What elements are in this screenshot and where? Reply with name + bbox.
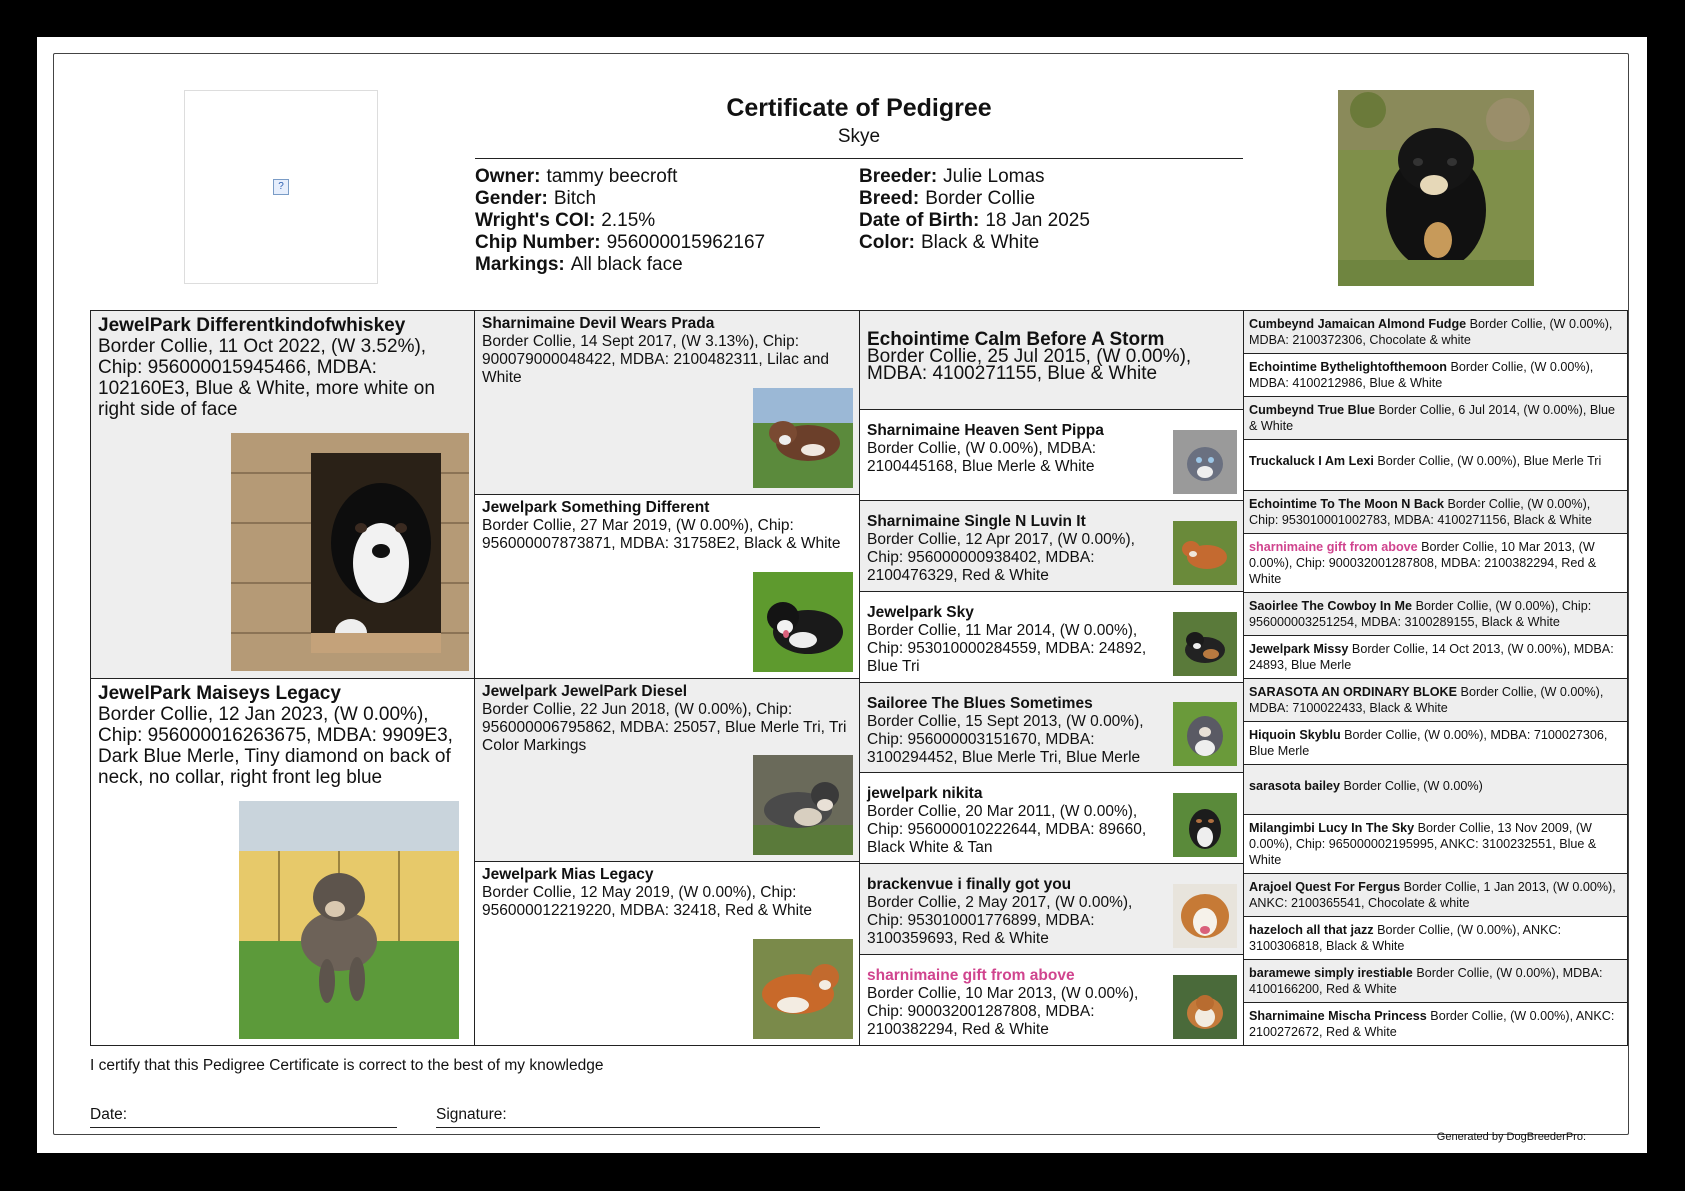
great-grandparent-cell-4: [860, 592, 1243, 683]
great-grandparent-photo: [1173, 975, 1237, 1039]
great-grandparent-name: Sailoree The Blues Sometimes: [867, 694, 1093, 712]
date-label: Date:: [90, 1106, 128, 1123]
certificate-page: [37, 37, 1647, 1153]
great-grandparent-name: jewelpark nikita: [867, 785, 983, 803]
gen4-cell: Hiquoin Skyblu Border Collie, (W 0.00%), MDBA: 7100027306, Blue Merle: [1244, 722, 1627, 765]
grandparent-name: Jewelpark Something Different: [482, 498, 710, 516]
date-line: [90, 1127, 397, 1128]
coi-row: Wright's COI: 2.15%: [475, 210, 656, 231]
gen4-cell: hazeloch all that jazz Border Collie, (W 0.00%), ANKC: 3100306818, Black & White: [1244, 917, 1627, 960]
great-grandparent-detail: Border Collie, 2 May 2017, (W 0.00%), Chip: 953010001776899, MDBA: 3100359693, Red & White: [867, 894, 1133, 948]
grandparent-cell-2: [475, 495, 859, 679]
grandparent-name: Jewelpark Mias Legacy: [482, 866, 654, 884]
great-grandparent-cell-8: [860, 955, 1243, 1045]
breed-row: Breed: Border Collie: [859, 188, 1036, 209]
gen4-cell: Saoirlee The Cowboy In Me Border Collie, (W 0.00%), Chip: 956000003251254, MDBA: 3100289155, Black & White: [1244, 593, 1627, 636]
great-grandparent-photo: [1173, 430, 1237, 494]
sire-name: JewelPark Differentkindofwhiskey: [98, 315, 406, 336]
breeder-row: Breeder: Julie Lomas: [859, 166, 1045, 187]
great-grandparent-photo: [1173, 612, 1237, 676]
great-grandparent-detail: Border Collie, 20 Mar 2011, (W 0.00%), Chip: 956000010222644, MDBA: 89660, Black White & Tan: [867, 803, 1147, 857]
signature-line: [436, 1127, 820, 1128]
generated-by: Generated by DogBreederPro:: [1436, 1131, 1586, 1143]
great-grandparent-cell-6: [860, 773, 1243, 864]
dob-row: Date of Birth: 18 Jan 2025: [859, 210, 1090, 231]
sire-detail: Border Collie, 11 Oct 2022, (W 3.52%), Chip: 956000015945466, MDBA: 102160E3, Blue & White, more white on right side of face: [98, 336, 435, 420]
grandparent-cell-4: [475, 862, 859, 1045]
gen4-cell: sharnimaine gift from above Border Collie, 10 Mar 2013, (W 0.00%), Chip: 900032001287808, MDBA: 2100382294, Red & White: [1244, 534, 1627, 593]
great-grandparent-detail: Border Collie, 10 Mar 2013, (W 0.00%), Chip: 900032001287808, MDBA: 2100382294, Red & White: [867, 985, 1139, 1039]
info-right: [859, 166, 1090, 254]
great-grandparent-cell-1: [860, 311, 1243, 410]
dog-photo: [1338, 90, 1534, 286]
grandparent-detail: Border Collie, 22 Jun 2018, (W 0.00%), Chip: 956000006795862, MDBA: 25057, Blue Merle Tri, Tri Color Markings: [482, 700, 847, 754]
great-grandparent-name: sharnimaine gift from above: [867, 967, 1075, 985]
gender-row: Gender: Bitch: [475, 188, 597, 209]
gen4-cell: Echointime Bythelightofthemoon Border Collie, (W 0.00%), MDBA: 4100212986, Blue & White: [1244, 354, 1627, 397]
great-grandparent-name: Sharnimaine Heaven Sent Pippa: [867, 421, 1104, 439]
owner-row: Owner: tammy beecroft: [475, 166, 678, 187]
gen4-cell: Truckaluck I Am Lexi Border Collie, (W 0.00%), Blue Merle Tri: [1244, 440, 1627, 491]
great-grandparent-cell-7: [860, 864, 1243, 955]
grandparent-photo: [753, 939, 853, 1039]
dam-cell: [91, 679, 474, 1046]
gen4-cell: Milangimbi Lucy In The Sky Border Collie, 13 Nov 2009, (W 0.00%), Chip: 965000002195995, ANKC: 3100232551, Blue & White: [1244, 815, 1627, 874]
gen4-cell: Cumbeynd Jamaican Almond Fudge Border Collie, (W 0.00%), MDBA: 2100372306, Chocolate & white: [1244, 311, 1627, 354]
info-left: [475, 166, 765, 276]
gen4-cell: baramewe simply irestiable Border Collie, (W 0.00%), MDBA: 4100166200, Red & White: [1244, 960, 1627, 1003]
certificate-frame: [53, 53, 1629, 1143]
dam-detail: Border Collie, 12 Jan 2023, (W 0.00%), Chip: 956000016263675, MDBA: 9909E3, Dark Blue Merle, Tiny diamond on back of neck, no collar, right front leg blue: [98, 703, 453, 788]
dam-photo: [239, 801, 459, 1039]
grandparent-photo: [753, 755, 853, 855]
grandparent-cell-1: [475, 311, 859, 495]
grandparent-cell-3: [475, 679, 859, 863]
great-grandparent-photo: [1173, 793, 1237, 857]
great-grandparent-name: Echointime Calm Before A Storm: [867, 329, 1165, 350]
great-grandparent-detail: Border Collie, 11 Mar 2014, (W 0.00%), Chip: 953010000284559, MDBA: 24892, Blue Tri: [867, 621, 1147, 675]
grandparent-name: Sharnimaine Devil Wears Prada: [482, 315, 715, 332]
parents-column: [91, 311, 475, 1045]
great-grandparent-name: Jewelpark Sky: [867, 603, 974, 621]
great-grandparent-name: brackenvue i finally got you: [867, 876, 1072, 894]
certificate-title: Certificate of Pedigree: [726, 94, 992, 122]
great-grandparent-photo: [1173, 884, 1237, 948]
great-grandparents-column: [860, 311, 1244, 1045]
chip-row: Chip Number: 956000015962167: [475, 232, 766, 253]
sire-photo: [231, 433, 469, 671]
great-grandparent-photo: [1173, 702, 1237, 766]
certification-statement: I certify that this Pedigree Certificate is correct to the best of my knowledge: [90, 1057, 604, 1074]
great-grandparent-detail: Border Collie, 25 Jul 2015, (W 0.00%), MDBA: 4100271155, Blue & White: [867, 346, 1192, 384]
sire-cell: [91, 311, 474, 679]
gen4-cell: Arajoel Quest For Fergus Border Collie, 1 Jan 2013, (W 0.00%), ANKC: 2100365541, Chocolate & white: [1244, 874, 1627, 917]
great-grandparent-cell-3: [860, 501, 1243, 592]
dog-name: Skye: [837, 126, 881, 147]
grandparents-column: [475, 311, 860, 1045]
gen4-cell: SARASOTA AN ORDINARY BLOKE Border Collie, (W 0.00%), MDBA: 7100022433, Black & White: [1244, 679, 1627, 722]
broken-image-icon: ?: [273, 179, 289, 195]
grandparent-photo: [753, 388, 853, 488]
great-grandparent-detail: Border Collie, 15 Sept 2013, (W 0.00%), Chip: 956000003151670, MDBA: 3100294452, Blue Merle Tri, Blue Merle: [867, 712, 1144, 766]
header-divider: [475, 158, 1243, 159]
great-grandparent-name: Sharnimaine Single N Luvin It: [867, 512, 1086, 530]
gen4-column: [1244, 311, 1627, 1045]
pedigree-grid: [90, 310, 1628, 1046]
gen4-cell: sarasota bailey Border Collie, (W 0.00%): [1244, 765, 1627, 816]
gen4-cell: Jewelpark Missy Border Collie, 14 Oct 2013, (W 0.00%), MDBA: 24893, Blue Merle: [1244, 636, 1627, 679]
grandparent-detail: Border Collie, 27 Mar 2019, (W 0.00%), Chip: 956000007873871, MDBA: 31758E2, Black & White: [482, 516, 841, 552]
great-grandparent-cell-5: [860, 683, 1243, 774]
grandparent-photo: [753, 572, 853, 672]
grandparent-detail: Border Collie, 12 May 2019, (W 0.00%), Chip: 956000012219220, MDBA: 32418, Red & White: [482, 884, 813, 920]
gen4-cell: Echointime To The Moon N Back Border Collie, (W 0.00%), Chip: 953010001002783, MDBA: 4100271156, Black & White: [1244, 491, 1627, 534]
markings-row: Markings: All black face: [475, 254, 683, 275]
grandparent-name: Jewelpark JewelPark Diesel: [482, 682, 688, 700]
great-grandparent-photo: [1173, 521, 1237, 585]
dam-name: JewelPark Maiseys Legacy: [98, 682, 341, 704]
gen4-cell: Cumbeynd True Blue Border Collie, 6 Jul 2014, (W 0.00%), Blue & White: [1244, 397, 1627, 440]
grandparent-detail: Border Collie, 14 Sept 2017, (W 3.13%), Chip: 900079000048422, MDBA: 2100482311, Lilac and White: [482, 333, 830, 386]
great-grandparent-detail: Border Collie, (W 0.00%), MDBA: 2100445168, Blue Merle & White: [867, 439, 1097, 475]
signature-label: Signature:: [436, 1106, 507, 1123]
great-grandparent-cell-2: [860, 410, 1243, 501]
gen4-cell: Sharnimaine Mischa Princess Border Collie, (W 0.00%), ANKC: 2100272672, Red & White: [1249, 1009, 1615, 1039]
great-grandparent-detail: Border Collie, 12 Apr 2017, (W 0.00%), Chip: 956000000938402, MDBA: 2100476329, Red & White: [867, 530, 1135, 584]
color-row: Color: Black & White: [859, 232, 1040, 253]
